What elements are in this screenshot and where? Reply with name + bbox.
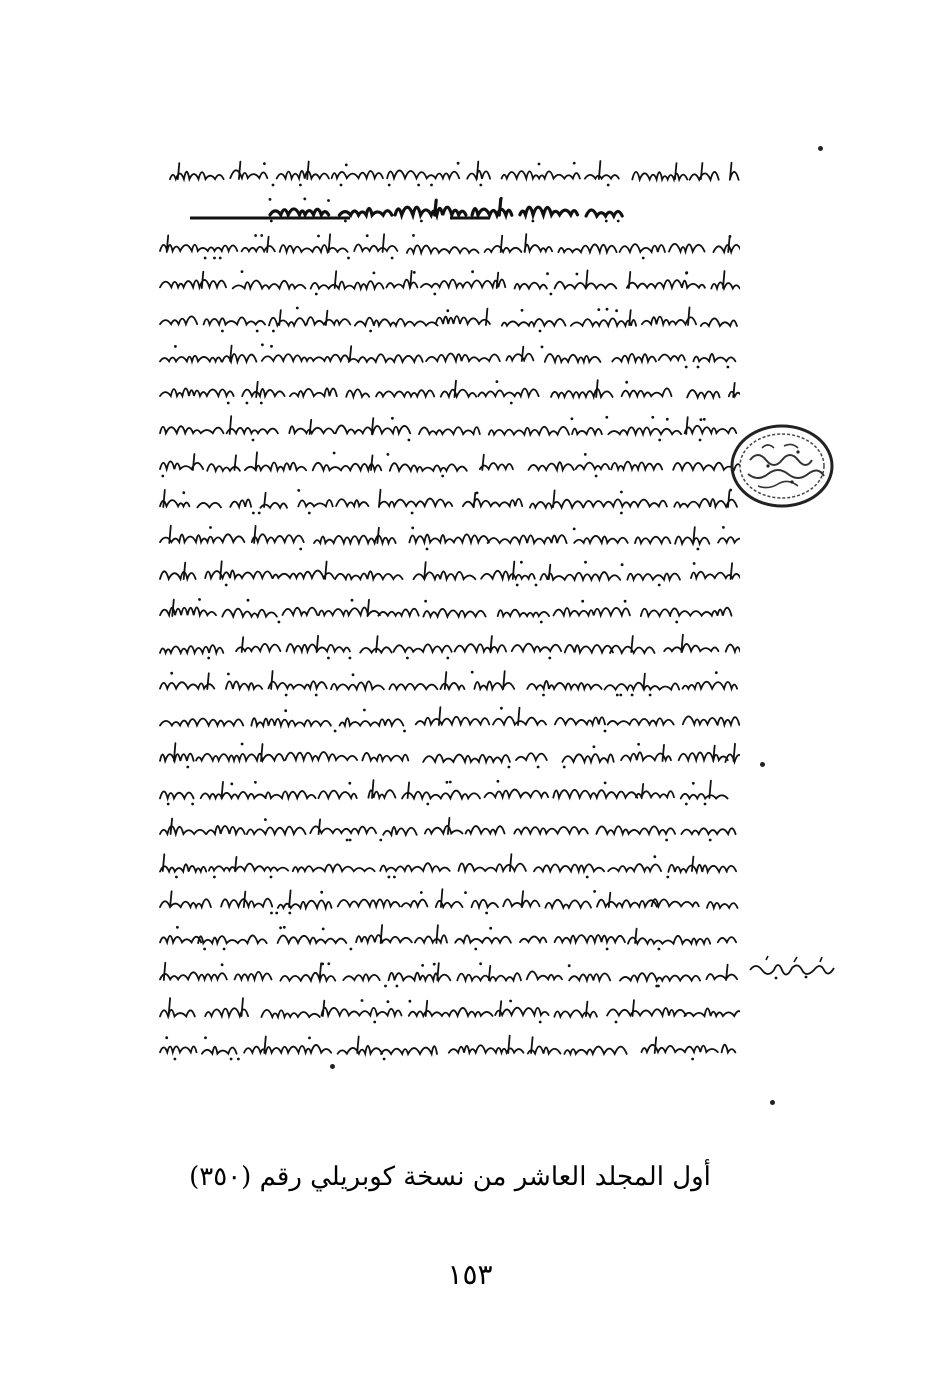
diacritic-dot — [658, 948, 661, 951]
diacritic-dot — [167, 802, 170, 805]
scan-dot — [818, 146, 823, 151]
diacritic-dot — [408, 438, 411, 441]
diacritic-dot — [297, 489, 300, 492]
diacritic-dot — [539, 1021, 542, 1024]
manuscript-text-block — [150, 140, 740, 1060]
diacritic-dot — [703, 418, 706, 421]
diacritic-dot — [521, 308, 524, 311]
diacritic-dot — [449, 780, 452, 783]
diacritic-dot — [344, 220, 347, 223]
diacritic-dot — [497, 780, 500, 783]
diacritic-dot — [729, 235, 732, 238]
diacritic-dot — [361, 999, 364, 1002]
manuscript-line — [150, 886, 740, 916]
diacritic-dot — [605, 416, 608, 419]
diacritic-dot — [396, 984, 399, 987]
diacritic-dot — [350, 948, 353, 951]
diacritic-dot — [176, 926, 179, 929]
diacritic-dot — [471, 270, 474, 273]
diacritic-dot — [548, 657, 551, 660]
diacritic-dot — [225, 584, 228, 587]
diacritic-dot — [595, 475, 598, 478]
diacritic-dot — [542, 693, 545, 696]
diacritic-dot — [161, 475, 164, 478]
diacritic-dot — [204, 256, 207, 259]
handwriting-stroke — [270, 199, 622, 216]
diacritic-dot — [373, 1021, 376, 1024]
page-number: ١٥٣ — [447, 1258, 493, 1291]
diacritic-dot — [637, 743, 640, 746]
diacritic-dot — [170, 671, 173, 674]
diacritic-dot — [272, 184, 275, 187]
diacritic-dot — [403, 730, 406, 733]
manuscript-line — [150, 995, 740, 1025]
diacritic-dot — [620, 490, 623, 493]
diacritic-dot — [321, 962, 324, 965]
scan-dot — [770, 1100, 775, 1105]
diacritic-dot — [270, 912, 273, 915]
diacritic-dot — [605, 220, 608, 223]
diacritic-dot — [476, 491, 479, 494]
diacritic-dot — [308, 511, 311, 514]
diacritic-dot — [604, 730, 607, 733]
diacritic-dot — [383, 1057, 386, 1060]
diacritic-dot — [593, 890, 596, 893]
diacritic-dot — [308, 1036, 311, 1039]
diacritic-dot — [254, 234, 257, 237]
diacritic-dot — [191, 802, 194, 805]
diacritic-dot — [175, 875, 178, 878]
diacritic-dot — [204, 1036, 207, 1039]
diacritic-dot — [417, 184, 420, 187]
diacritic-dot — [393, 875, 396, 878]
diacritic-dot — [563, 766, 566, 769]
manuscript-line — [150, 158, 740, 188]
diacritic-dot — [237, 1057, 240, 1060]
handwriting-stroke — [160, 562, 740, 581]
diacritic-dot — [270, 875, 273, 878]
diacritic-dot — [665, 839, 668, 842]
diacritic-dot — [666, 418, 669, 421]
diacritic-dot — [213, 256, 216, 259]
diacritic-dot — [479, 184, 482, 187]
diacritic-dot — [260, 234, 263, 237]
manuscript-line — [150, 449, 740, 479]
diacritic-dot — [288, 912, 291, 915]
diacritic-dot — [347, 256, 350, 259]
handwriting-stroke — [160, 234, 740, 253]
diacritic-dot — [352, 673, 355, 676]
diacritic-dot — [496, 381, 499, 384]
diacritic-dot — [227, 672, 230, 675]
handwriting-stroke — [160, 780, 728, 798]
diacritic-dot — [260, 402, 263, 405]
diacritic-dot — [620, 511, 623, 514]
diacritic-dot — [348, 782, 351, 785]
manuscript-line — [150, 595, 740, 625]
diacritic-dot — [387, 453, 390, 456]
diacritic-dot — [345, 164, 348, 167]
diacritic-dot — [699, 438, 702, 441]
figure-caption: أول المجلد العاشر من نسخة كوبريلي رقم (٣٥٠) — [189, 1162, 711, 1192]
diacritic-dot — [230, 782, 233, 785]
diacritic-dot — [584, 561, 587, 564]
manuscript-line — [150, 340, 740, 370]
diacritic-dot — [464, 891, 467, 894]
diacritic-dot — [303, 198, 306, 201]
diacritic-dot — [198, 598, 201, 601]
diacritic-dot — [500, 197, 503, 200]
manuscript-line — [150, 777, 740, 807]
handwriting-stroke — [160, 963, 737, 981]
diacritic-dot — [604, 781, 607, 784]
diacritic-dot — [568, 964, 571, 967]
diacritic-dot — [441, 475, 444, 478]
manuscript-line — [150, 486, 740, 516]
diacritic-dot — [426, 548, 429, 551]
diacritic-dot — [320, 891, 323, 894]
handwriting-stroke — [160, 889, 738, 908]
handwriting-stroke — [160, 271, 740, 289]
diacritic-dot — [279, 927, 282, 930]
diacritic-dot — [621, 564, 624, 567]
diacritic-dot — [581, 600, 584, 603]
diacritic-dot — [351, 599, 354, 602]
diacritic-dot — [658, 438, 661, 441]
diacritic-dot — [223, 948, 226, 951]
diacritic-dot — [691, 1057, 694, 1060]
diacritic-dot — [474, 948, 477, 951]
diacritic-dot — [617, 220, 620, 223]
handwriting-stroke — [170, 161, 739, 180]
diacritic-dot — [573, 528, 576, 531]
diacritic-dot — [685, 366, 688, 369]
diacritic-dot — [584, 453, 587, 456]
diacritic-dot — [619, 693, 622, 696]
diacritic-dot — [666, 875, 669, 878]
diacritic-dot — [411, 511, 414, 514]
diacritic-dot — [285, 693, 288, 696]
diacritic-dot — [697, 548, 700, 551]
scan-dot — [760, 762, 765, 767]
diacritic-dot — [203, 948, 206, 951]
diacritic-dot — [479, 962, 482, 965]
diacritic-dot — [624, 600, 627, 603]
manuscript-line — [150, 631, 740, 661]
diacritic-dot — [615, 309, 618, 312]
handwriting-stroke — [160, 635, 740, 653]
manuscript-line — [150, 704, 740, 734]
diacritic-dot — [642, 256, 645, 259]
diacritic-dot — [510, 402, 513, 405]
diacritic-dot — [221, 329, 224, 332]
handwriting-stroke — [160, 526, 740, 544]
manuscript-line — [150, 850, 740, 880]
diacritic-dot — [263, 162, 266, 165]
manuscript-line — [150, 558, 740, 588]
diacritic-dot — [174, 345, 177, 348]
handwriting-stroke — [160, 599, 732, 616]
diacritic-dot — [369, 329, 372, 332]
diacritic-dot — [697, 366, 700, 369]
diacritic-dot — [615, 1021, 618, 1024]
diacritic-dot — [333, 452, 336, 455]
diacritic-dot — [576, 273, 579, 276]
diacritic-dot — [388, 875, 391, 878]
diacritic-dot — [532, 220, 535, 223]
seal-stamp — [728, 420, 836, 512]
diacritic-dot — [284, 709, 287, 712]
diacritic-dot — [485, 912, 488, 915]
diacritic-dot — [606, 307, 609, 310]
diacritic-dot — [649, 693, 652, 696]
diacritic-dot — [349, 657, 352, 660]
diacritic-dot — [349, 839, 352, 842]
handwriting-stroke — [160, 744, 740, 763]
diacritic-dot — [655, 984, 658, 987]
diacritic-dot — [363, 709, 366, 712]
diacritic-dot — [541, 346, 544, 349]
manuscript-line — [150, 959, 740, 989]
diacritic-dot — [430, 184, 433, 187]
diacritic-dot — [727, 366, 730, 369]
diacritic-dot — [387, 1000, 390, 1003]
diacritic-dot — [174, 1057, 177, 1060]
diacritic-dot — [489, 927, 492, 930]
handwriting-stroke — [160, 818, 736, 835]
diacritic-dot — [241, 270, 244, 273]
handwriting-stroke — [160, 1035, 735, 1053]
diacritic-dot — [500, 707, 503, 710]
diacritic-dot — [520, 561, 523, 564]
diacritic-dot — [606, 948, 609, 951]
diacritic-dot — [315, 293, 318, 296]
handwriting-stroke — [160, 489, 737, 507]
handwriting-stroke — [160, 416, 736, 435]
diacritic-dot — [607, 184, 610, 187]
diacritic-dot — [391, 417, 394, 420]
diacritic-dot — [715, 671, 718, 674]
diacritic-dot — [722, 526, 725, 529]
diacritic-dot — [186, 766, 189, 769]
margin-note-handwriting — [746, 952, 840, 984]
diacritic-dot — [340, 184, 343, 187]
handwriting-stroke — [160, 925, 736, 944]
diacritic-dot — [391, 256, 394, 259]
diacritic-dot — [256, 329, 259, 332]
diacritic-dot — [700, 418, 703, 421]
manuscript-line — [150, 813, 740, 843]
diacritic-dot — [373, 272, 376, 275]
diacritic-dot — [411, 527, 414, 530]
diacritic-dot — [508, 766, 511, 769]
diacritic-dot — [471, 670, 474, 673]
handwriting-stroke — [160, 854, 736, 872]
diacritic-dot — [537, 766, 540, 769]
diacritic-dot — [252, 511, 255, 514]
diacritic-dot — [516, 584, 519, 587]
diacritic-dot — [631, 693, 634, 696]
diacritic-dot — [597, 308, 600, 311]
diacritic-dot — [539, 329, 542, 332]
diacritic-dot — [446, 781, 449, 784]
diacritic-dot — [219, 256, 222, 259]
diacritic-dot — [409, 1000, 412, 1003]
diacritic-dot — [278, 620, 281, 623]
diacritic-dot — [269, 198, 272, 201]
diacritic-dot — [247, 599, 250, 602]
diacritic-dot — [270, 220, 273, 223]
diacritic-dot — [446, 309, 449, 312]
handwriting-stroke — [160, 707, 739, 726]
handwriting-stroke — [160, 671, 737, 690]
handwriting-stroke — [160, 346, 735, 362]
diacritic-dot — [346, 839, 349, 842]
manuscript-line — [150, 376, 740, 406]
manuscript-line — [150, 740, 740, 770]
diacritic-dot — [406, 657, 409, 660]
diacritic-dot — [586, 875, 589, 878]
diacritic-dot — [221, 963, 224, 966]
diacritic-dot — [509, 1000, 512, 1003]
manuscript-line — [150, 1032, 740, 1062]
diacritic-dot — [550, 293, 553, 296]
diacritic-dot — [213, 875, 216, 878]
diacritic-dot — [283, 926, 286, 929]
manuscript-line — [150, 668, 740, 698]
diacritic-dot — [182, 491, 185, 494]
diacritic-dot — [299, 184, 302, 187]
diacritic-dot — [426, 802, 429, 805]
diacritic-dot — [421, 964, 424, 967]
diacritic-dot — [433, 293, 436, 296]
diacritic-dot — [420, 220, 423, 223]
manuscript-line — [150, 413, 740, 443]
diacritic-dot — [246, 402, 249, 405]
diacritic-dot — [424, 599, 427, 602]
diacritic-dot — [322, 928, 325, 931]
diacritic-dot — [535, 584, 538, 587]
diacritic-dot — [384, 984, 387, 987]
diacritic-dot — [693, 562, 696, 565]
diacritic-dot — [413, 271, 416, 274]
diacritic-dot — [704, 802, 707, 805]
diacritic-dot — [685, 802, 688, 805]
diacritic-dot — [446, 657, 449, 660]
diacritic-dot — [692, 782, 695, 785]
diacritic-dot — [540, 620, 543, 623]
diacritic-dot — [571, 417, 574, 420]
manuscript-line — [150, 194, 740, 224]
diacritic-dot — [334, 730, 337, 733]
diacritic-dot — [675, 620, 678, 623]
manuscript-line — [150, 522, 740, 552]
diacritic-dot — [366, 234, 369, 237]
manuscript-line — [150, 267, 740, 297]
diacritic-dot — [227, 402, 230, 405]
diacritic-dot — [653, 855, 656, 858]
diacritic-dot — [317, 234, 320, 237]
diacritic-dot — [538, 163, 541, 166]
diacritic-dot — [573, 162, 576, 165]
diacritic-dot — [651, 416, 654, 419]
diacritic-dot — [270, 345, 273, 348]
diacritic-dot — [209, 526, 212, 529]
scan-dot — [330, 1064, 335, 1069]
handwriting-stroke — [160, 998, 740, 1017]
diacritic-dot — [685, 271, 688, 274]
diacritic-dot — [327, 199, 330, 202]
diacritic-dot — [165, 1036, 168, 1039]
diacritic-dot — [327, 657, 330, 660]
diacritic-dot — [258, 511, 261, 514]
diacritic-dot — [261, 343, 264, 346]
diacritic-dot — [241, 743, 244, 746]
diacritic-dot — [207, 657, 210, 660]
manuscript-line — [150, 922, 740, 952]
diacritic-dot — [264, 818, 267, 821]
diacritic-dot — [457, 162, 460, 165]
diacritic-dot — [254, 781, 257, 784]
manuscript-line — [150, 304, 740, 334]
diacritic-dot — [420, 891, 423, 894]
diacritic-dot — [252, 438, 255, 441]
handwriting-stroke — [160, 452, 740, 471]
diacritic-dot — [546, 272, 549, 275]
diacritic-dot — [616, 693, 619, 696]
diacritic-dot — [709, 839, 712, 842]
diacritic-dot — [412, 234, 415, 237]
diacritic-dot — [625, 381, 628, 384]
diacritic-dot — [230, 1057, 233, 1060]
diacritic-dot — [275, 912, 278, 915]
diacritic-dot — [379, 839, 382, 842]
diacritic-dot — [327, 962, 330, 965]
diacritic-dot — [296, 306, 299, 309]
diacritic-dot — [593, 746, 596, 749]
diacritic-dot — [299, 548, 302, 551]
diacritic-dot — [433, 962, 436, 965]
diacritic-dot — [658, 584, 661, 587]
diacritic-dot — [272, 329, 275, 332]
manuscript-line — [150, 231, 740, 261]
diacritic-dot — [315, 693, 318, 696]
diacritic-dot — [388, 184, 391, 187]
handwriting-stroke — [160, 381, 740, 398]
